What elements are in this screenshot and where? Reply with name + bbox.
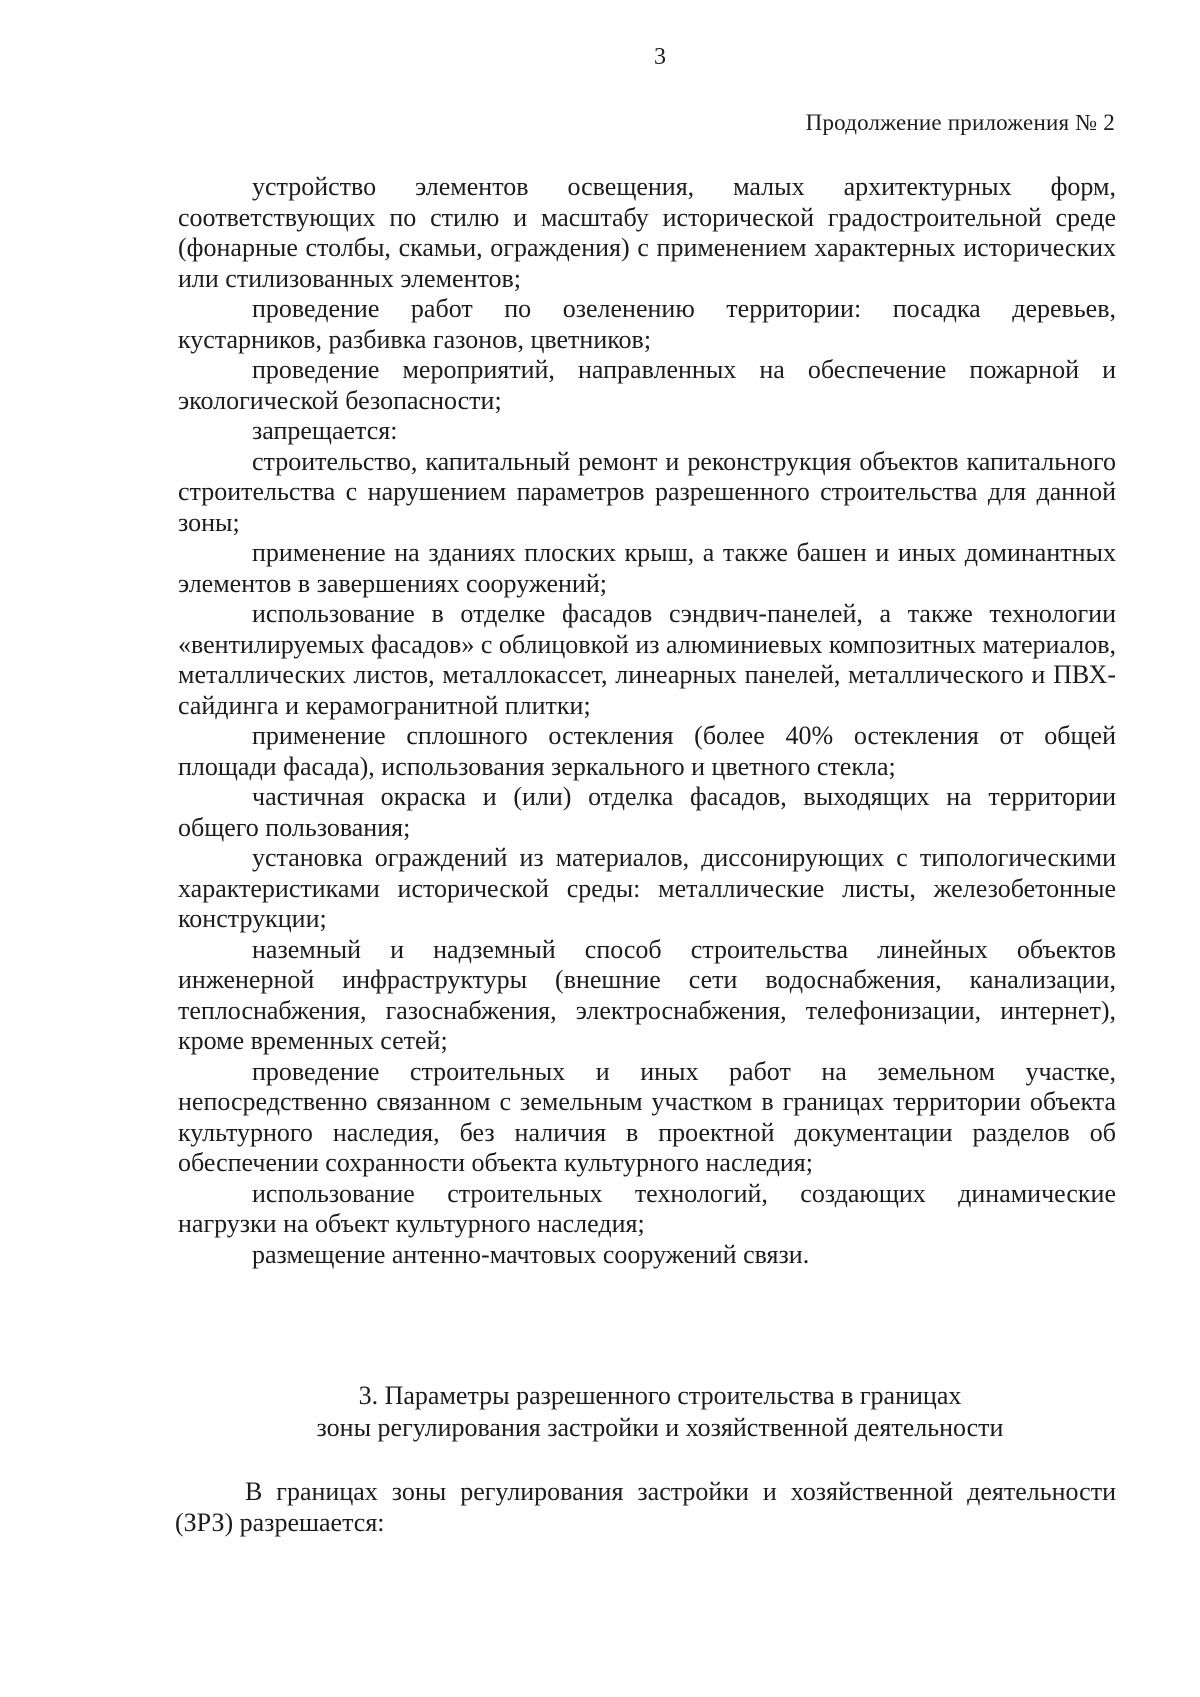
paragraph: наземный и надземный способ строительства линейных объектов инженерной инфраструктуры (внешние сети водоснабжения, канализации, теплоснабжения, газоснабжения, электроснабжения, телефонизации, интернет), кроме временных сетей;	[178, 934, 1116, 1055]
section-title-line-1: 3. Параметры разрешенного строительства в границах	[358, 1381, 962, 1410]
paragraph: запрещается:	[252, 416, 398, 445]
paragraph: частичная окраска и (или) отделка фасадов, выходящих на территории общего пользования;	[178, 782, 1116, 842]
paragraph: проведение работ по озеленению территории: посадка деревьев, кустарников, разбивка газонов, цветников;	[178, 294, 1116, 354]
page-number: 3	[654, 44, 666, 70]
section-title-line-2: зоны регулирования застройки и хозяйственной деятельности	[316, 1413, 1004, 1442]
paragraph: установка ограждений из материалов, диссонирующих с типологическими характеристиками исторической среды: металлические листы, железобетонные конструкции;	[178, 843, 1116, 933]
paragraph: использование в отделке фасадов сэндвич-панелей, а также технологии «вентилируемых фасадов» с облицовкой из алюминиевых композитных материалов, металлических листов, металлокассет, линеарных панелей, металлического и ПВХ-сайдинга и керамогранитной плитки;	[178, 599, 1116, 720]
paragraph: применение на зданиях плоских крыш, а также башен и иных доминантных элементов в завершениях сооружений;	[178, 538, 1116, 598]
continuation-label: Продолжение приложения № 2	[805, 110, 1115, 135]
section-heading	[60, 1380, 1200, 1444]
paragraph: размещение антенно-мачтовых сооружений связи.	[252, 1239, 810, 1269]
paragraph: В границах зоны регулирования застройки и хозяйственной деятельности (ЗРЗ) разрешается:	[175, 1477, 1116, 1537]
section-intro	[175, 1476, 1116, 1538]
paragraph: строительство, капитальный ремонт и реконструкция объектов капитального строительства с нарушением параметров разрешенного строительства для данной зоны;	[178, 446, 1116, 537]
paragraph: использование строительных технологий, создающих динамические нагрузки на объект культурного наследия;	[178, 1178, 1116, 1238]
paragraph: проведение мероприятий, направленных на обеспечение пожарной и экологической безопасности;	[178, 355, 1116, 415]
paragraph: применение сплошного остекления (более 40% остекления от общей площади фасада), использования зеркального и цветного стекла;	[178, 721, 1116, 781]
document-body	[178, 172, 1116, 1270]
paragraph: устройство элементов освещения, малых архитектурных форм, соответствующих по стилю и масштабу исторической градостроительной среде (фонарные столбы, скамьи, ограждения) с применением характерных исторических или стилизованных элементов;	[178, 172, 1116, 293]
paragraph: проведение строительных и иных работ на земельном участке, непосредственно связанном с земельным участком в границах территории объекта культурного наследия, без наличия в проектной документации разделов об обеспечении сохранности объекта культурного наследия;	[178, 1056, 1116, 1177]
